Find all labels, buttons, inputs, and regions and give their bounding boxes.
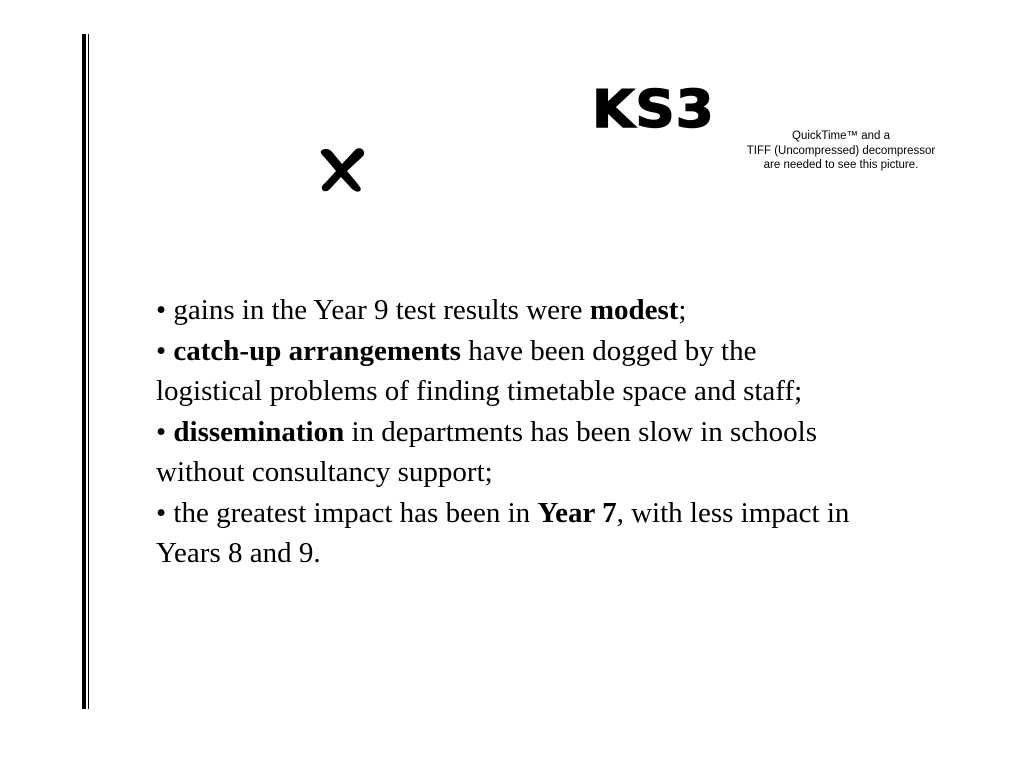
bullet-marker: • — [156, 415, 174, 448]
bullet-marker: • — [156, 294, 174, 326]
placeholder-line-3: are needed to see this picture. — [763, 159, 919, 171]
bullet-item — [156, 290, 856, 331]
cross-icon — [316, 142, 368, 194]
bullet-text: have been dogged by the logistical problems of finding timetable space and staff; — [156, 334, 803, 407]
missing-image-placeholder — [726, 129, 956, 173]
bullet-text: the greatest impact has been in — [173, 496, 538, 529]
slide-title: KS3 — [592, 80, 715, 140]
bullet-item — [156, 331, 856, 412]
bullet-item — [156, 412, 856, 493]
bullet-text: , with less impact in Years 8 and 9. — [156, 496, 850, 569]
placeholder-line-1: QuickTime™ and a — [792, 130, 890, 142]
bullet-emphasis: modest — [589, 294, 679, 326]
bullet-emphasis: Year 7 — [537, 496, 617, 529]
bullet-marker: • — [156, 496, 174, 529]
bullet-item — [156, 493, 856, 574]
bullet-list — [156, 290, 856, 574]
bullet-marker: • — [156, 334, 174, 367]
bullet-text: in departments has been slow in schools without consultancy support; — [156, 415, 818, 488]
bullet-emphasis: catch-up arrangements — [173, 334, 461, 367]
bullet-emphasis: dissemination — [173, 415, 345, 448]
placeholder-line-2: TIFF (Uncompressed) decompressor — [746, 144, 936, 157]
bullet-text: ; — [678, 294, 687, 326]
bullet-text: gains in the Year 9 test results were — [173, 294, 590, 326]
left-rule-thick — [82, 34, 86, 709]
left-rule-thin — [88, 34, 89, 709]
